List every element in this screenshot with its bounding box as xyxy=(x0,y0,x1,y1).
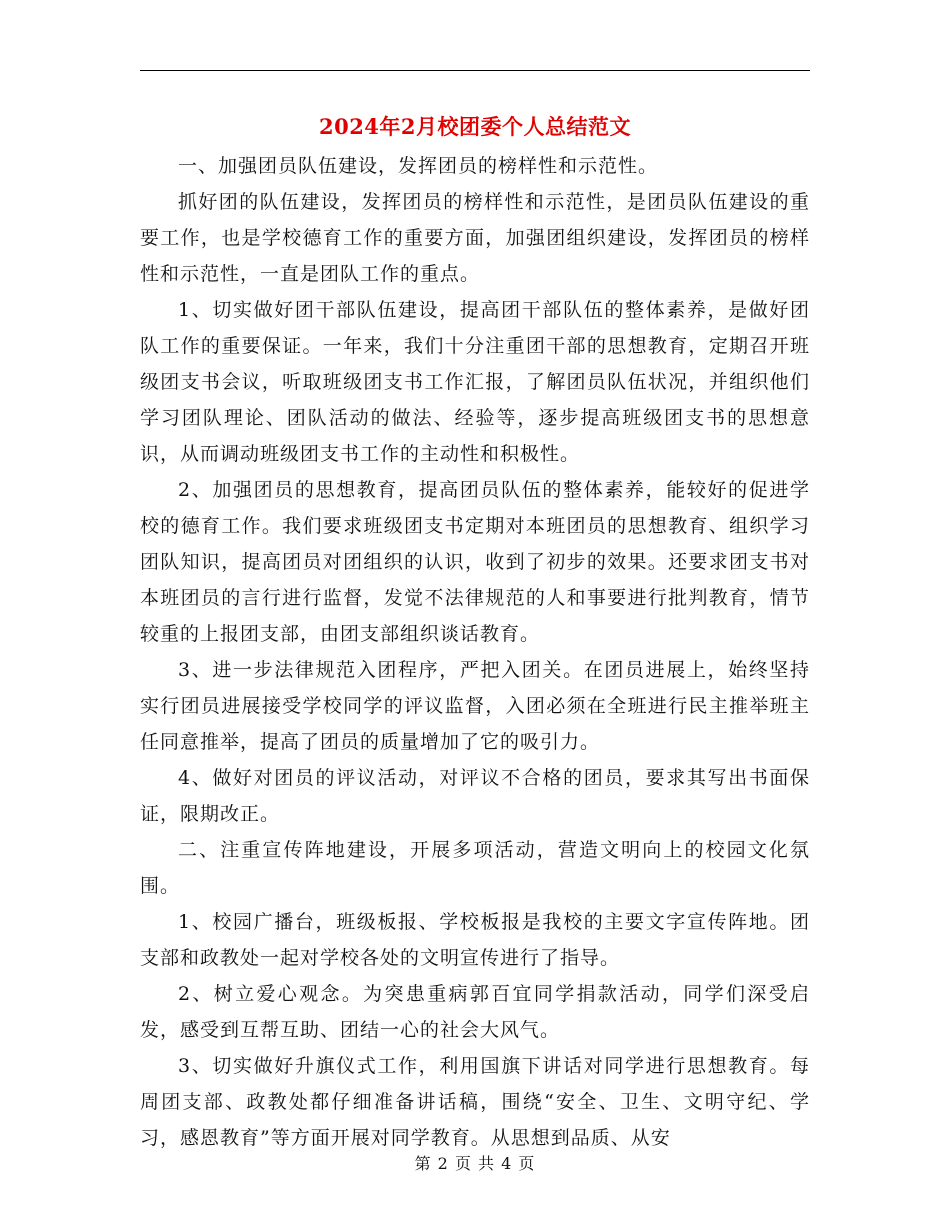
section-heading-1: 一、加强团员队伍建设，发挥团员的榜样性和示范性。 xyxy=(178,155,659,177)
header-rule xyxy=(140,70,810,71)
paragraph-section2-item-3: 3、切实做好升旗仪式工作，利用国旗下讲话对同学进行思想教育。每周团支部、政教处都仔细准备讲话稿，围绕“安全、卫生、文明守纪、学习，感恩教育”等方面开展对同学教育。从思想到品质、从安 xyxy=(140,1055,810,1149)
document-body xyxy=(140,148,810,1156)
section-heading-2: 二、注重宣传阵地建设，开展多项活动，营造文明向上的校园文化氛围。 xyxy=(140,839,810,897)
paragraph-item-2: 2、加强团员的思想教育，提高团员队伍的整体素养，能较好的促进学校的德育工作。我们要求班级团支书定期对本班团员的思想教育、组织学习团队知识，提高团员对团组织的认识，收到了初步的效果。还要求团支书对本班团员的言行进行监督，发觉不法律规范的人和事要进行批判教育，情节较重的上报团支部，由团支部组织谈话教育。 xyxy=(140,479,810,645)
paragraph-intro: 抓好团的队伍建设，发挥团员的榜样性和示范性，是团员队伍建设的重要工作，也是学校德育工作的重要方面，加强团组织建设，发挥团员的榜样性和示范性，一直是团队工作的重点。 xyxy=(140,191,810,285)
paragraph-item-4: 4、做好对团员的评议活动，对评议不合格的团员，要求其写出书面保证，限期改正。 xyxy=(140,767,810,825)
document-title: 2024年2月校团委个人总结范文 xyxy=(318,114,632,139)
paragraph-item-3: 3、进一步法律规范入团程序，严把入团关。在团员进展上，始终坚持实行团员进展接受学校同学的评议监督，入团必须在全班进行民主推举班主任同意推举，提高了团员的质量增加了它的吸引力。 xyxy=(140,659,810,753)
paragraph-item-1: 1、切实做好团干部队伍建设，提高团干部队伍的整体素养，是做好团队工作的重要保证。一年来，我们十分注重团干部的思想教育，定期召开班级团支书会议，听取班级团支书工作汇报，了解团员队伍状况，并组织他们学习团队理论、团队活动的做法、经验等，逐步提高班级团支书的思想意识，从而调动班级团支书工作的主动性和积极性。 xyxy=(140,299,810,465)
paragraph-section2-item-2: 2、树立爱心观念。为突患重病郭百宜同学捐款活动，同学们深受启发，感受到互帮互助、团结一心的社会大风气。 xyxy=(140,983,810,1041)
page-footer: 第 2 页 共 4 页 xyxy=(414,1154,536,1173)
paragraph-section2-item-1: 1、校园广播台，班级板报、学校板报是我校的主要文字宣传阵地。团支部和政教处一起对学校各处的文明宣传进行了指导。 xyxy=(140,911,810,969)
